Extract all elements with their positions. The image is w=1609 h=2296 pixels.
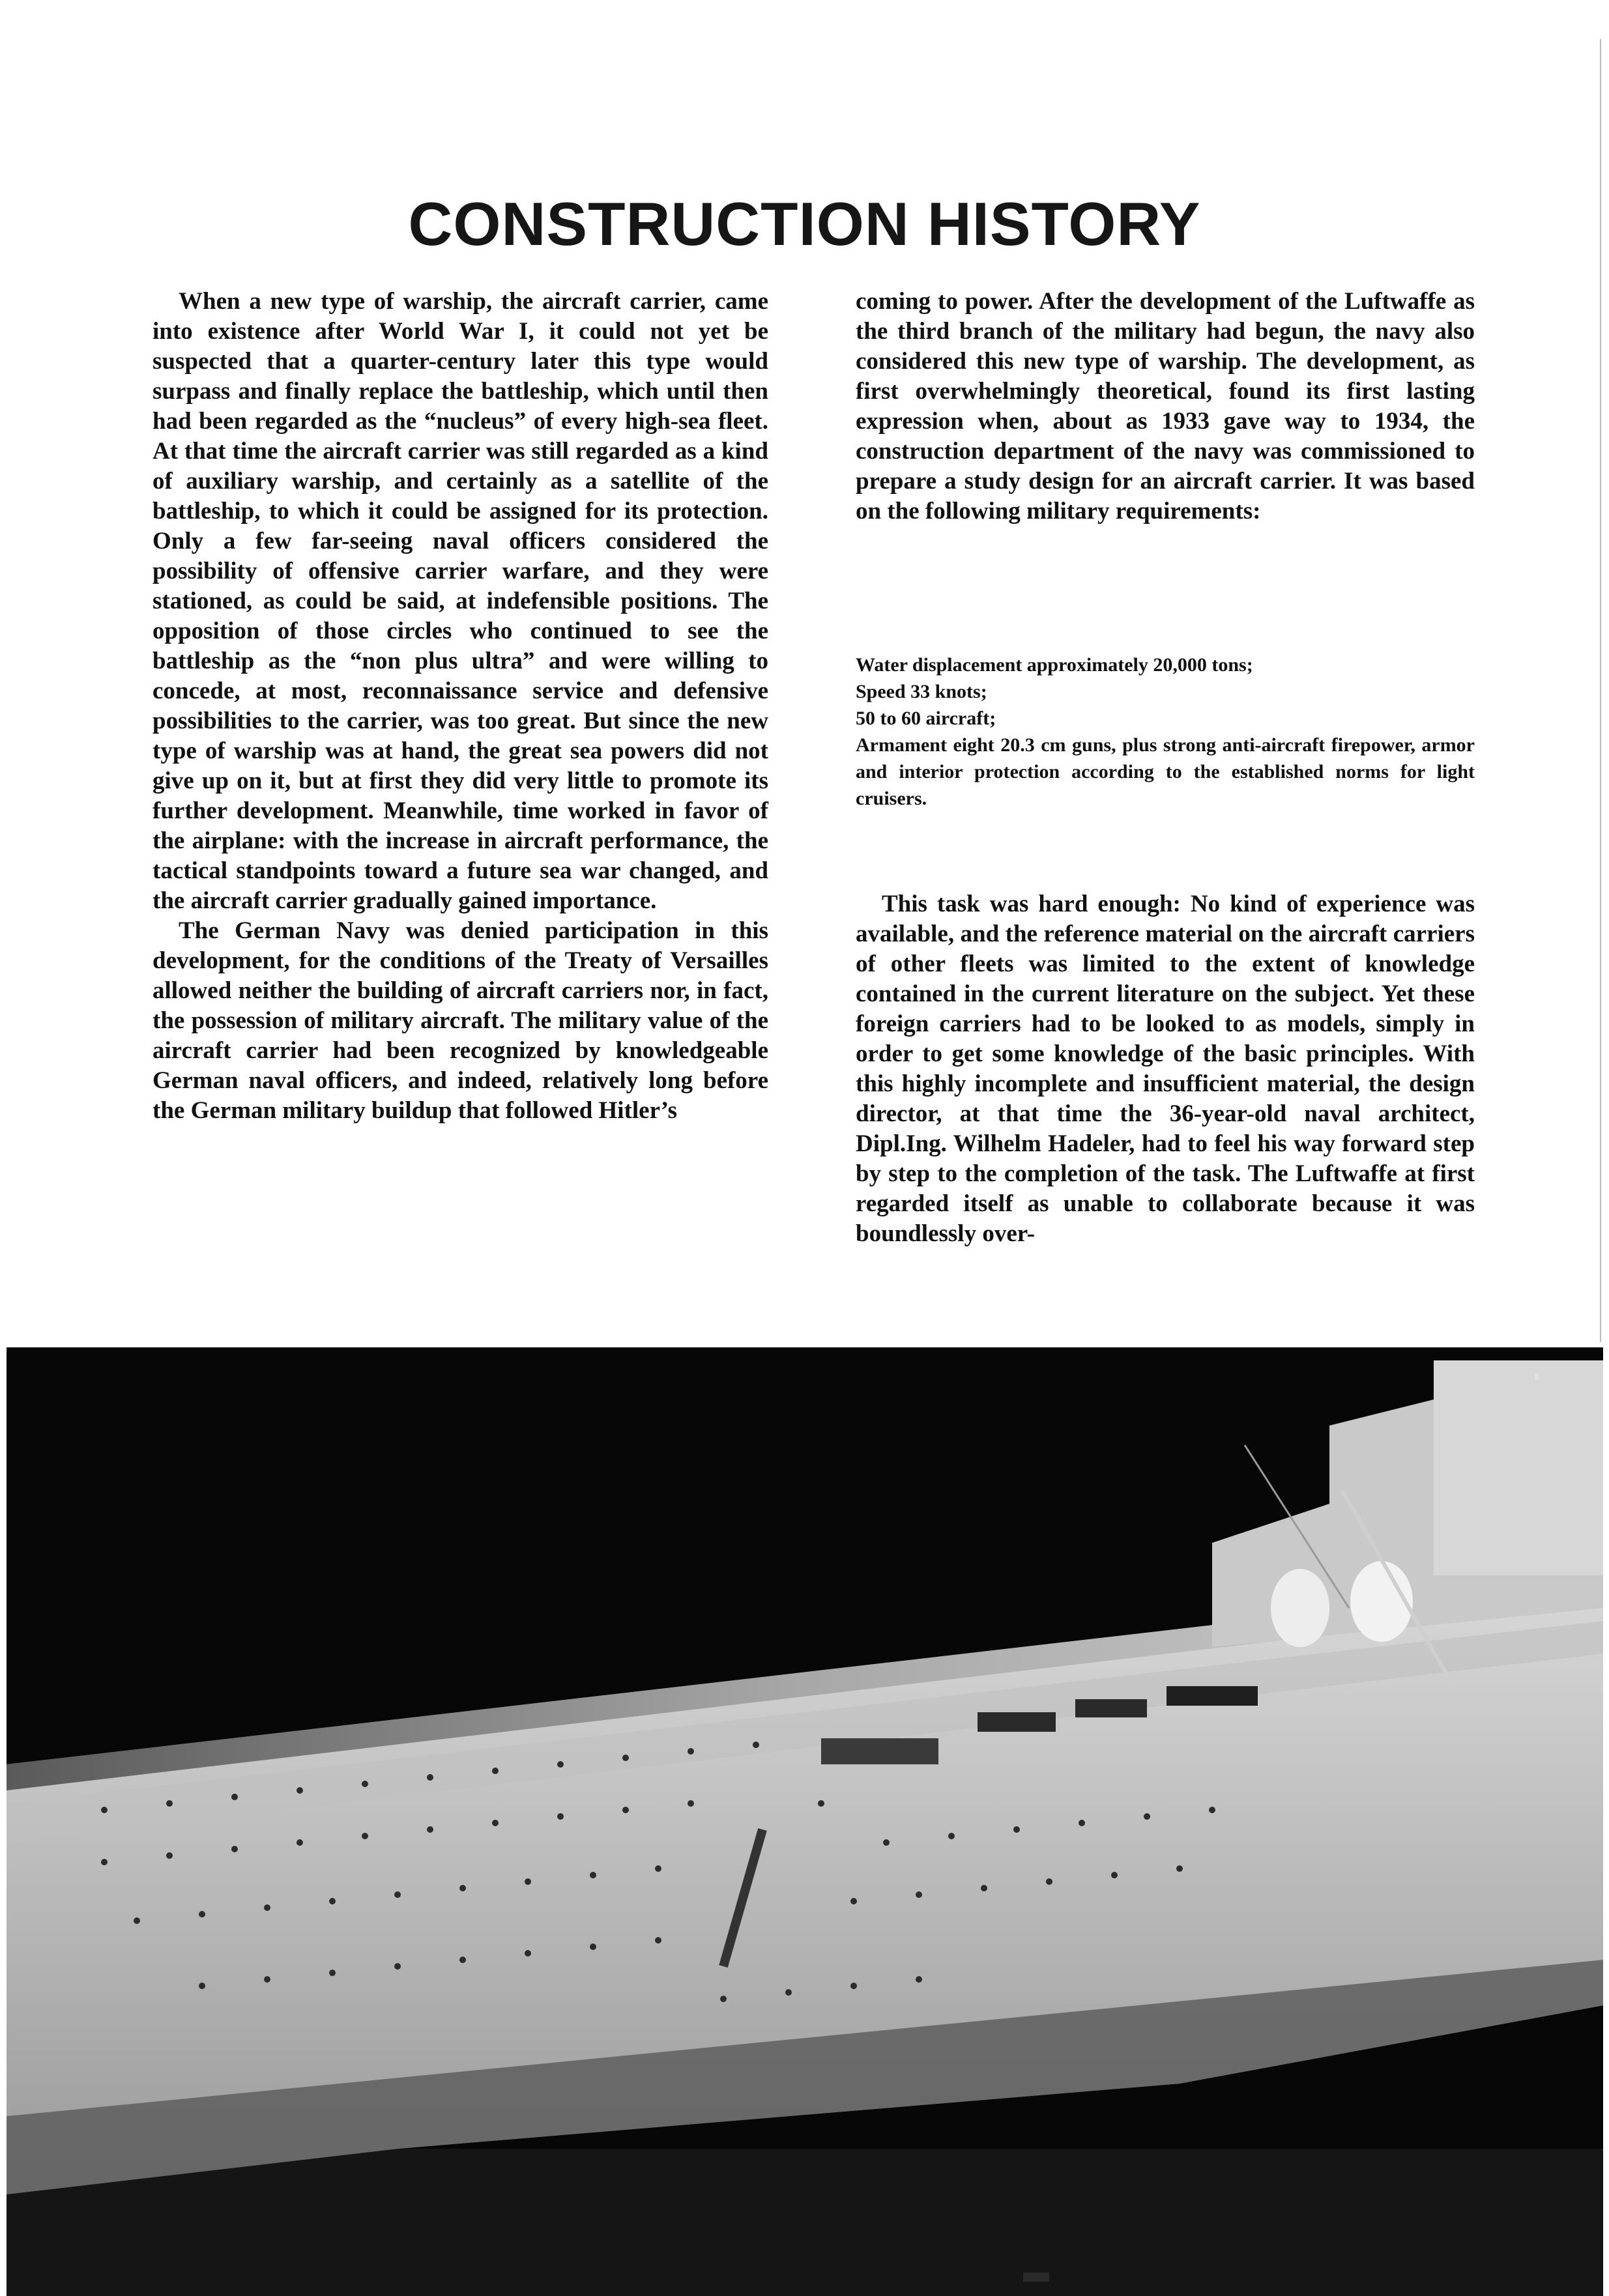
carrier-model-illustration	[7, 1347, 1603, 2296]
right-text-column-top	[856, 287, 1475, 526]
right-continuation-paragraph: This task was hard enough: No kind of experience was available, and the reference material on the aircraft carriers of other fleets was limited to the extent of knowledge contained in the current literature on the subject. Yet these foreign carriers had to be looked to as models, simply in order to get some knowledge of the basic principles. With this highly incomplete and insufficient material, the design director, at that time the 36-year-old naval architect, Dipl.Ing. Wilhelm Hadeler, had to feel his way forward step by step to the completion of the task. The Luftwaffe at first regarded itself as unable to collaborate because it was boundlessly over-	[856, 891, 1475, 1247]
right-text-column-bottom	[856, 889, 1475, 1249]
requirement-item: Water displacement approximately 20,000 tons;	[856, 654, 1253, 676]
requirement-item: Speed 33 knots;	[856, 681, 987, 702]
left-text-column	[152, 287, 768, 1126]
carrier-model-photo	[7, 1347, 1603, 2296]
left-paragraph-2: The German Navy was denied participation in this development, for the conditions of the Treaty of Versailles allowed neither the building of aircraft carriers nor, in fact, the possession of military aircraft. The military value of the aircraft carrier had been recognized by knowledgeable German naval officers, and indeed, relatively long before the German military buildup that followed Hitler’s	[152, 917, 768, 1124]
right-intro-paragraph: coming to power. After the development of the Luftwaffe as the third branch of the military had begun, the navy also considered this new type of warship. The development, as first overwhelmingly theoretical, found its first lasting expression when, about as 1933 gave way to 1934, the construction department of the navy was commissioned to prepare a study design for an aircraft carrier. It was based on the following military requirements:	[856, 288, 1475, 524]
requirement-item: 50 to 60 aircraft;	[856, 708, 996, 729]
page-title: CONSTRUCTION HISTORY	[408, 190, 1201, 258]
military-requirements-list	[856, 652, 1475, 812]
scan-edge-line	[1600, 39, 1601, 1342]
left-paragraph-1: When a new type of warship, the aircraft carrier, came into existence after World War I, it could not yet be suspected that a quarter-century later this type would surpass and finally replace the battleship, which until then had been regarded as the “nucleus” of every high-sea fleet. At that time the aircraft carrier was still regarded as a kind of auxiliary warship, and certainly as a satellite of the battleship, to which it could be assigned for its protection. Only a few far-seeing naval officers considered the possibility of offensive carrier warfare, and they were stationed, as could be said, at indefensible positions. The opposition of those circles who continued to see the battleship as the “non plus ultra” and were willing to concede, at most, reconnaissance service and defensive possibilities to the carrier, was too great. But since the new type of warship was at hand, the great sea powers did not give up on it, but at first they did very little to promote its further development. Meanwhile, time worked in favor of the airplane: with the increase in aircraft performance, the tactical standpoints toward a future sea war changed, and the aircraft carrier gradually gained importance.	[152, 288, 768, 914]
requirement-item: Armament eight 20.3 cm guns, plus strong anti-aircraft firepower, armor and interior protection according to the established norms for light cruisers.	[856, 734, 1475, 809]
